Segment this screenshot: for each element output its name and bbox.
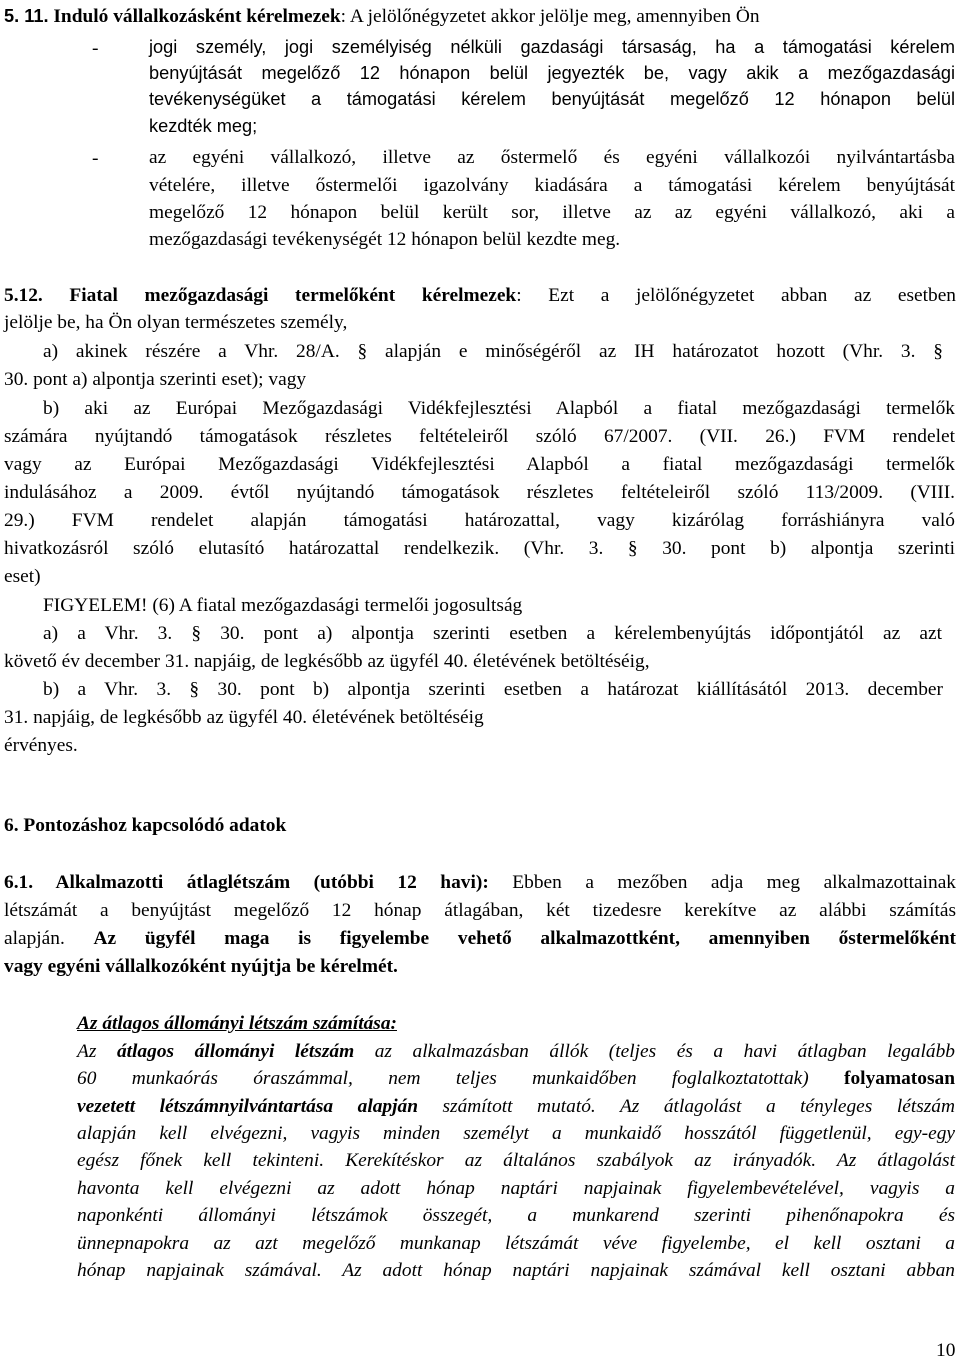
calc-line-2 <box>77 1069 955 1088</box>
bullet-1-line-2: benyújtását megelőző 12 hónapon belül jegyezték be, vagy akik a mezőgazdasági <box>149 63 955 83</box>
calc-line-1 <box>77 1042 955 1061</box>
section-5-12-line-1 <box>4 286 956 305</box>
section-5-12-line-3: a) akinek részére a Vhr. 28/A. § alapján e minőségéről az IH határozatot hozott (Vhr. 3. § <box>43 341 943 362</box>
calc-title: Az átlagos állományi létszám számítása: <box>77 1013 397 1034</box>
bullet-2-line-2: vételére, illetve őstermelői igazolvány kiadására a támogatási kérelem benyújtását <box>149 175 955 196</box>
bullet-1-line-4: kezdték meg; <box>149 116 258 136</box>
calc-line-1-rest: az alkalmazásban állók (teljes és a havi átlagban legalább <box>354 1041 955 1062</box>
calc-line-2-bold: folyamatosan <box>844 1068 955 1089</box>
section-5-12-line-17: érvényes. <box>4 735 78 756</box>
section-5-12-intro: : Ezt a jelölőnégyzetet abban az esetben <box>516 285 956 306</box>
calc-line-3-rest: számított mutató. Az átlagolást a tényleges létszám <box>417 1096 955 1117</box>
section-5-12-line-15: b) a Vhr. 3. § 30. pont b) alpontja szerinti esetben a határozat kiállításától 2013. december <box>43 679 943 700</box>
calc-line-9: hónap napjainak számával. Az adott hónap naptári napjainak számával kell osztani abban <box>77 1260 955 1281</box>
bullet-2-line-1: az egyéni vállalkozó, illetve az őstermelő és egyéni vállalkozói nyilvántartásba <box>149 147 955 168</box>
calc-term: átlagos állományi létszám <box>116 1041 355 1062</box>
bullet-dash-1: - <box>92 38 99 59</box>
section-6-1-line-3 <box>4 929 956 948</box>
section-6-1-heading: 6.1. Alkalmazotti átlaglétszám (utóbbi 12 havi): <box>4 872 489 893</box>
section-5-12-line-6: számára nyújtandó támogatások részletes feltételeiről szóló 67/2007. (VII. 26.) FVM rendelet <box>4 426 955 447</box>
section-5-11-number: 5. 11. <box>4 6 49 26</box>
section-5-12-warning: FIGYELEM! (6) A fiatal mezőgazdasági termelői jogosultság <box>43 595 523 616</box>
section-6-1-line-1 <box>4 873 956 892</box>
section-5-12-line-8: indulásához a 2009. évtől nyújtandó támogatások részletes feltételeiről szóló 113/2009. (VIII. <box>4 482 955 503</box>
section-6-1-note-bold: Az ügyfél maga is figyelembe vehető alkalmazottként, amennyiben őstermelőként <box>93 928 956 949</box>
section-5-12-line-2: jelölje be, ha Ön olyan természetes személy, <box>4 312 348 333</box>
section-5-12-line-5: b) aki az Európai Mezőgazdasági Vidékfejlesztési Alapból a fiatal mezőgazdasági termelők <box>43 398 955 419</box>
section-5-12-heading: 5.12. Fiatal mezőgazdasági termelőként kérelmezek <box>4 285 517 306</box>
section-5-11-heading: Induló vállalkozásként kérelmezek <box>53 6 341 27</box>
section-6-1-intro: Ebben a mezőben adja meg alkalmazottainak <box>488 872 957 893</box>
calc-line-7: naponkénti állományi létszámok összegét, a munkarend szerinti pihenőnapokra és <box>77 1205 955 1226</box>
calc-line-4: alapján kell elvégezni, vagyis minden személyt a munkaidő hosszától függetlenül, egy-egy <box>77 1123 955 1144</box>
section-6-1-line-4: vagy egyéni vállalkozóként nyújtja be kérelmét. <box>4 956 398 977</box>
section-5-12-line-13: a) a Vhr. 3. § 30. pont a) alpontja szerinti esetben a kérelembenyújtás időpontjától az azt <box>43 623 942 644</box>
section-6-1-line-3-start: alapján. <box>4 928 94 949</box>
section-5-11-intro: : A jelölőnégyzetet akkor jelölje meg, amennyiben Ön <box>340 6 760 27</box>
section-5-11-line-1 <box>4 7 958 26</box>
section-5-12-line-11: eset) <box>4 566 41 587</box>
section-6-1-line-2: létszámát a benyújtást megelőző 12 hónap átlagában, két tizedesre kerekítve az alábbi számítás <box>4 900 956 921</box>
calc-line-6: havonta kell elvégezni az adott hónap naptári napjainak figyelembevételével, vagyis a <box>77 1178 955 1199</box>
calc-line-3-bold: vezetett létszámnyilvántartása alapján <box>77 1096 418 1117</box>
bullet-2-line-4: mezőgazdasági tevékenységét 12 hónapon belül kezdte meg. <box>149 229 621 250</box>
section-6-heading: 6. Pontozáshoz kapcsolódó adatok <box>4 815 287 836</box>
section-5-12-line-9: 29.) FVM rendelet alapján támogatási határozattal, vagy kizárólag forráshiányra való <box>4 510 955 531</box>
calc-line-5: egész főnek kell tekinteni. Kerekítéskor az általános szabályok az irányadók. Az átlagolást <box>77 1150 955 1171</box>
calc-line-1-start: Az <box>77 1041 117 1062</box>
calc-line-3 <box>77 1097 955 1116</box>
section-5-12-line-4: 30. pont a) alpontja szerinti eset); vagy <box>4 369 307 390</box>
section-5-12-line-14: követő év december 31. napjáig, de legkésőbb az ügyfél 40. életévének betöltéséig, <box>4 651 650 672</box>
bullet-dash-2: - <box>92 148 99 169</box>
section-5-12-line-7: vagy az Európai Mezőgazdasági Vidékfejlesztési Alapból a fiatal mezőgazdasági termelők <box>4 454 955 475</box>
section-5-12-line-10: hivatkozásról szóló elutasító határozattal rendelkezik. (Vhr. 3. § 30. pont b) alpontja szerinti <box>4 538 955 559</box>
bullet-2-line-3: megelőző 12 hónapon belül került sor, illetve az az egyéni vállalkozó, aki a <box>149 202 955 223</box>
bullet-1-line-1: jogi személy, jogi személyiség nélküli gazdasági társaság, ha a támogatási kérelem <box>149 37 955 57</box>
page-number: 10 <box>936 1340 956 1361</box>
calc-line-8: ünnepnapokra az azt megelőző munkanap létszámát véve figyelembe, el kell osztani a <box>77 1233 955 1254</box>
calc-line-2-start: 60 munkaórás óraszámmal, nem teljes munkaidőben foglalkoztatottak) <box>77 1068 845 1089</box>
section-5-12-line-16: 31. napjáig, de legkésőbb az ügyfél 40. életévének betöltéséig <box>4 707 484 728</box>
bullet-1-line-3: tevékenységüket a támogatási kérelem benyújtását megelőző 12 hónapon belül <box>149 89 955 109</box>
